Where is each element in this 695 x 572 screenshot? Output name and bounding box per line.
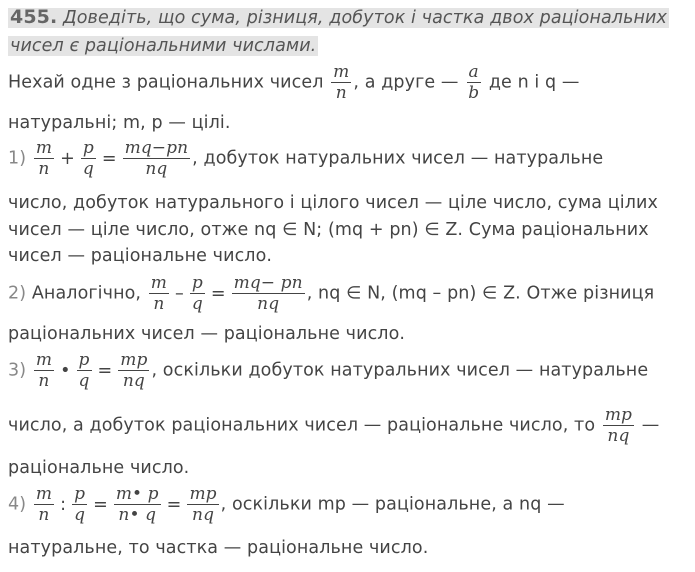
part1-line-4 xyxy=(8,246,272,266)
fraction-sum: $\frac{mq-pn}{nq}$ xyxy=(124,138,189,179)
part1-text-2: число, добуток натурального і цілого чисел — ціле число, сума цілих xyxy=(8,193,658,213)
fraction-product: $\frac{mp}{nq}$ xyxy=(604,405,633,446)
part3-text-3: раціональне число. xyxy=(8,458,190,478)
fraction-a-b: $\frac{a}{b}$ xyxy=(468,62,480,103)
part2-line-1 xyxy=(8,273,654,314)
part4-label: 4) xyxy=(8,494,27,515)
part1-label: 1) xyxy=(8,148,27,169)
intro-line-2 xyxy=(8,113,231,133)
fraction-m-n: $\frac{m}{n}$ xyxy=(333,62,350,103)
fraction-m-n: $\frac{m}{n}$ xyxy=(35,138,53,179)
part2-label: 2) xyxy=(8,283,27,304)
part4-text: , оскільки mp — раціональне, а nq — xyxy=(220,494,565,515)
fraction-p-q: $\frac{p}{q}$ xyxy=(78,350,90,391)
task-text-1: Доведіть, що сума, різниця, добуток і частка двох раціональних xyxy=(62,8,667,28)
minus-sign: – xyxy=(175,283,184,304)
part1-text-3: чисел — ціле число, отже nq ∈ N; (mq + pn) ∈ Z. Сума раціональних xyxy=(8,220,649,240)
fraction-p-q: $\frac{p}{q}$ xyxy=(82,138,94,179)
intro-text-c: де n і q — xyxy=(488,72,580,93)
fraction-quotient-step: $\frac{m• p}{n• q}$ xyxy=(115,484,159,525)
part3-text-2: число, а добуток раціональних чисел — раціональне число, то xyxy=(8,415,596,436)
part3-line-1 xyxy=(8,350,648,391)
task-text-2: чисел є раціональними числами. xyxy=(10,36,317,56)
part1-line-3 xyxy=(8,220,649,240)
part1-text: , добуток натуральних чисел — натуральне xyxy=(192,148,604,169)
part1-line-1 xyxy=(8,138,603,179)
dot-sign: • xyxy=(60,360,71,381)
fraction-difference: $\frac{mq- pn}{nq}$ xyxy=(233,273,303,314)
part2-line-2 xyxy=(8,324,405,344)
part1-text-4: чисел — раціональне число. xyxy=(8,246,273,266)
part4-text-2: натуральне, то частка — раціональне число. xyxy=(8,538,429,558)
fraction-m-n: $\frac{m}{n}$ xyxy=(35,484,53,525)
equals-sign: = xyxy=(166,494,182,515)
task-line-2 xyxy=(8,36,318,56)
task-number: 455. xyxy=(10,6,58,28)
part2-text-2: раціональних чисел — раціональне число. xyxy=(8,324,406,344)
equals-sign: = xyxy=(210,283,226,304)
fraction-p-q: $\frac{p}{q}$ xyxy=(74,484,86,525)
intro-text-a: Нехай одне з раціональних чисел xyxy=(8,72,324,93)
part2-text-a: Аналогічно, xyxy=(31,283,142,304)
intro-line-1 xyxy=(8,62,580,103)
part2-text-b: , nq ∈ N, (mq – pn) ∈ Z. Отже різниця xyxy=(306,283,655,304)
equals-sign: = xyxy=(97,360,113,381)
part3-text: , оскільки добуток натуральних чисел — натуральне xyxy=(151,360,649,381)
fraction-p-q: $\frac{p}{q}$ xyxy=(191,273,203,314)
intro-text-b: , а друге — xyxy=(353,72,459,93)
equals-sign: = xyxy=(93,494,108,515)
part1-line-2 xyxy=(8,193,658,213)
part3-line-3 xyxy=(8,458,189,478)
intro-text-2: натуральні; m, p — цілі. xyxy=(8,113,231,133)
part4-line-1 xyxy=(8,484,565,525)
equals-sign: = xyxy=(101,148,117,169)
part3-line-2 xyxy=(8,405,659,446)
fraction-quotient: $\frac{mp}{nq}$ xyxy=(189,484,217,525)
part3-label: 3) xyxy=(8,360,27,381)
fraction-m-n: $\frac{m}{n}$ xyxy=(35,350,53,391)
task-line-1 xyxy=(8,6,669,28)
fraction-m-n: $\frac{m}{n}$ xyxy=(150,273,167,314)
plus-sign: + xyxy=(60,148,75,169)
part3-dash: — xyxy=(641,415,660,436)
part4-line-2 xyxy=(8,538,428,558)
colon-sign: : xyxy=(60,494,67,515)
fraction-product: $\frac{mp}{nq}$ xyxy=(120,350,148,391)
